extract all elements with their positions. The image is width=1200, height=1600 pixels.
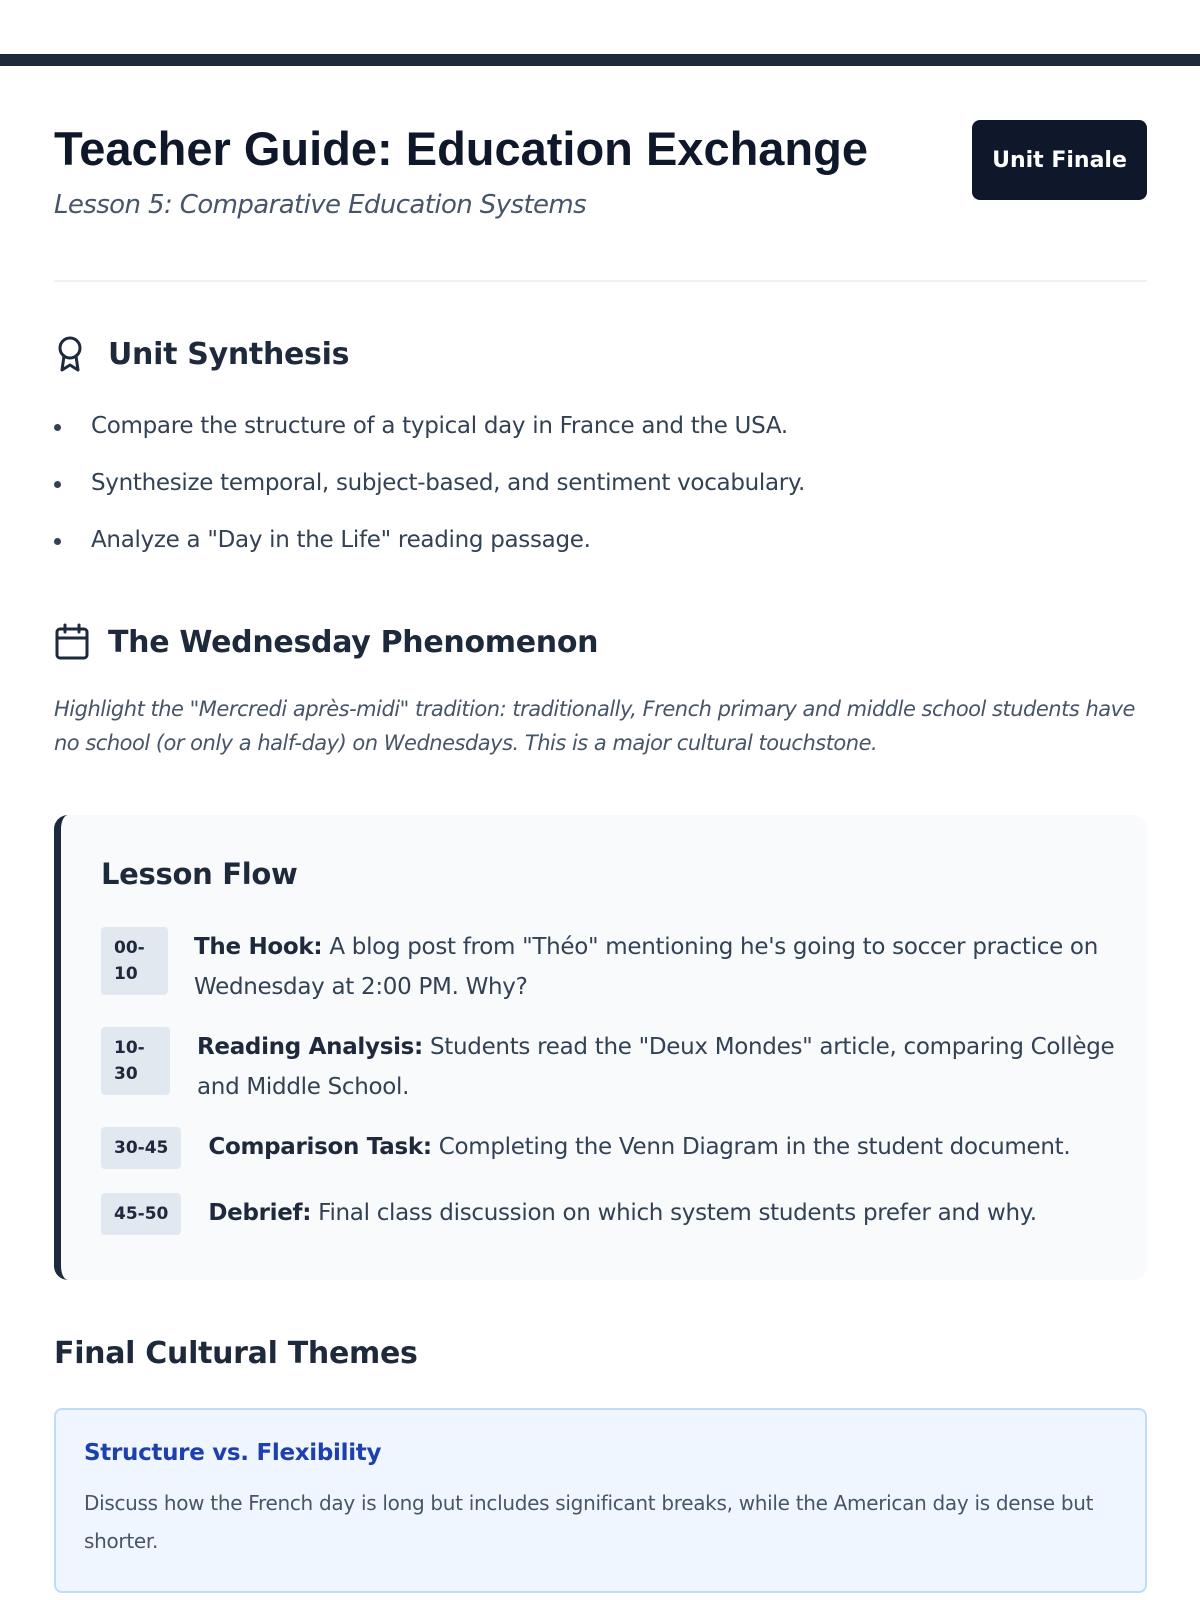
flow-step [101, 1027, 1121, 1107]
time-badge: 30-45 [101, 1127, 181, 1169]
wednesday-note: Highlight the "Mercredi après-midi" tradition: traditionally, French primary and middle school students have no school (or only a half-day) on Wednesdays. This is a major cultural touchstone. [54, 697, 1135, 755]
list-item: Analyze a "Day in the Life" reading passage. [54, 524, 1147, 581]
theme-card-title: Structure vs. Flexibility [84, 1440, 382, 1466]
section-heading-wednesday [54, 622, 598, 662]
flow-step [101, 1127, 1121, 1169]
time-badge: 10-30 [101, 1027, 170, 1095]
objectives-list [54, 410, 1147, 581]
time-badge: 00-10 [101, 927, 168, 995]
flow-step-text [208, 1193, 1036, 1233]
section-title: The Wednesday Phenomenon [108, 624, 599, 660]
flow-step-label: The Hook: [194, 934, 323, 960]
header-divider [54, 280, 1147, 282]
flow-step [101, 927, 1121, 1007]
unit-finale-badge: Unit Finale [972, 120, 1147, 200]
page-subtitle: Lesson 5: Comparative Education Systems [54, 190, 587, 220]
theme-card-body: Discuss how the French day is long but includes significant breaks, while the American day is dense but shorter. [84, 1491, 1094, 1553]
award-ribbon-icon [54, 334, 90, 374]
flow-step-text [197, 1027, 1121, 1107]
list-item: Compare the structure of a typical day in France and the USA. [54, 410, 1147, 467]
calendar-icon [54, 622, 90, 662]
lesson-flow-card [54, 815, 1147, 1280]
lesson-flow-title: Lesson Flow [101, 857, 298, 891]
themes-heading: Final Cultural Themes [54, 1336, 418, 1371]
time-badge: 45-50 [101, 1193, 181, 1235]
flow-step-description: Students read the "Deux Mondes" article, comparing Collège and Middle School. [197, 1034, 1115, 1100]
page-title: Teacher Guide: Education Exchange [54, 122, 868, 175]
flow-step-text [208, 1127, 1070, 1167]
section-heading-unit-synthesis [54, 334, 349, 374]
flow-step [101, 1193, 1121, 1235]
flow-step-description: Final class discussion on which system students prefer and why. [311, 1200, 1037, 1226]
flow-step-description: A blog post from "Théo" mentioning he's going to soccer practice on Wednesday at 2:00 PM. Why? [194, 934, 1098, 1000]
flow-step-label: Debrief: [208, 1200, 312, 1226]
flow-step-label: Reading Analysis: [197, 1034, 423, 1060]
page-header [54, 120, 1147, 220]
theme-card [54, 1408, 1147, 1593]
list-item: Synthesize temporal, subject-based, and sentiment vocabulary. [54, 467, 1147, 524]
flow-step-description: Completing the Venn Diagram in the student document. [431, 1134, 1071, 1160]
flow-step-text [194, 927, 1121, 1007]
section-title: Unit Synthesis [108, 336, 350, 372]
flow-step-label: Comparison Task: [208, 1134, 432, 1160]
top-accent-bar [0, 54, 1200, 66]
